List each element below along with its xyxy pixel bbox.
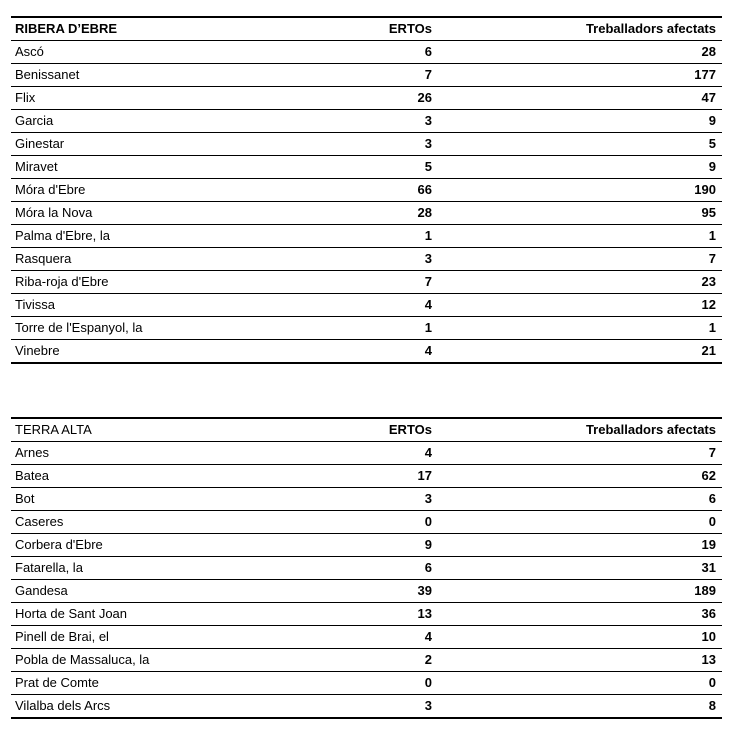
- municipality-name: Corbera d'Ebre: [15, 537, 103, 552]
- table-row: [11, 580, 722, 603]
- municipality-name: Benissanet: [15, 67, 80, 82]
- workers-affected-count: 19: [701, 537, 716, 552]
- municipality-name: Móra d'Ebre: [15, 182, 86, 197]
- workers-affected-count: 177: [694, 67, 716, 82]
- municipality-name: Flix: [15, 90, 36, 105]
- table-row: [11, 557, 722, 580]
- workers-affected-count: 190: [694, 182, 716, 197]
- municipality-name: Riba-roja d'Ebre: [15, 274, 109, 289]
- municipality-name: Tivissa: [15, 297, 55, 312]
- ertos-count: 0: [424, 675, 432, 690]
- table-row: [11, 271, 722, 294]
- ertos-count: 2: [424, 652, 432, 667]
- ertos-count: 0: [424, 514, 432, 529]
- ertos-count: 4: [424, 445, 432, 460]
- workers-affected-count: 7: [708, 251, 716, 266]
- ertos-count: 9: [424, 537, 432, 552]
- ertos-count: 3: [424, 113, 432, 128]
- workers-affected-count: 0: [708, 675, 716, 690]
- ertos-count: 4: [424, 297, 432, 312]
- municipality-name: Vinebre: [15, 343, 60, 358]
- table-row: [11, 340, 722, 364]
- municipality-name: Pinell de Brai, el: [15, 629, 109, 644]
- table-row: [11, 442, 722, 465]
- ertos-count: 3: [424, 251, 432, 266]
- workers-affected-count: 23: [701, 274, 716, 289]
- region-title: TERRA ALTA: [15, 422, 92, 437]
- municipality-name: Arnes: [15, 445, 49, 460]
- municipality-name: Móra la Nova: [15, 205, 93, 220]
- municipality-name: Rasquera: [15, 251, 72, 266]
- ertos-count: 3: [424, 136, 432, 151]
- ertos-count: 3: [424, 698, 432, 713]
- workers-affected-count: 95: [701, 205, 716, 220]
- municipality-name: Caseres: [15, 514, 64, 529]
- workers-affected-count: 5: [708, 136, 716, 151]
- workers-affected-count: 28: [701, 44, 716, 59]
- workers-affected-count: 8: [708, 698, 716, 713]
- region-title: RIBERA D’EBRE: [15, 21, 118, 36]
- workers-affected-count: 9: [708, 113, 716, 128]
- ertos-count: 5: [424, 159, 432, 174]
- table-row: [11, 534, 722, 557]
- table-row: [11, 488, 722, 511]
- table-row: [11, 511, 722, 534]
- municipality-name: Vilalba dels Arcs: [15, 698, 111, 713]
- table-row: [11, 465, 722, 488]
- workers-column-header: Treballadors afectats: [585, 422, 716, 437]
- ertos-count: 4: [424, 629, 432, 644]
- workers-affected-count: 13: [701, 652, 716, 667]
- table-row: [11, 649, 722, 672]
- workers-affected-count: 7: [708, 445, 716, 460]
- workers-affected-count: 62: [701, 468, 716, 483]
- workers-affected-count: 36: [701, 606, 716, 621]
- table-row: [11, 603, 722, 626]
- municipality-name: Torre de l'Espanyol, la: [15, 320, 143, 335]
- municipality-name: Ascó: [15, 44, 44, 59]
- table-row: [11, 202, 722, 225]
- ertos-count: 7: [424, 67, 432, 82]
- workers-affected-count: 1: [708, 228, 716, 243]
- ertos-count: 66: [417, 182, 432, 197]
- workers-affected-count: 9: [708, 159, 716, 174]
- ertos-count: 17: [417, 468, 432, 483]
- workers-affected-count: 12: [701, 297, 716, 312]
- workers-affected-count: 189: [694, 583, 716, 598]
- table-row: [11, 695, 722, 719]
- municipality-name: Pobla de Massaluca, la: [15, 652, 150, 667]
- ertos-column-header: ERTOs: [388, 21, 432, 36]
- table-row: [11, 225, 722, 248]
- table-row: [11, 110, 722, 133]
- ertos-column-header: ERTOs: [388, 422, 432, 437]
- municipality-name: Gandesa: [15, 583, 68, 598]
- table-row: [11, 64, 722, 87]
- ertos-count: 7: [424, 274, 432, 289]
- municipality-name: Ginestar: [15, 136, 65, 151]
- workers-affected-count: 0: [708, 514, 716, 529]
- table-row: [11, 672, 722, 695]
- municipality-name: Prat de Comte: [15, 675, 99, 690]
- workers-affected-count: 6: [708, 491, 716, 506]
- ertos-count: 6: [424, 44, 432, 59]
- workers-affected-count: 10: [701, 629, 716, 644]
- municipality-name: Horta de Sant Joan: [15, 606, 128, 621]
- table-row: [11, 248, 722, 271]
- municipality-name: Bot: [15, 491, 35, 506]
- municipality-name: Palma d'Ebre, la: [15, 228, 110, 243]
- table-row: [11, 41, 722, 64]
- ertos-count: 26: [417, 90, 432, 105]
- municipality-name: Miravet: [15, 159, 58, 174]
- ertos-count: 28: [417, 205, 432, 220]
- ertos-count: 6: [424, 560, 432, 575]
- municipality-name: Fatarella, la: [15, 560, 83, 575]
- ribera-ebre-table: [11, 16, 722, 364]
- table-row: [11, 133, 722, 156]
- table-row: [11, 87, 722, 110]
- municipality-name: Garcia: [15, 113, 54, 128]
- table-row: [11, 156, 722, 179]
- workers-affected-count: 1: [708, 320, 716, 335]
- ertos-count: 39: [417, 583, 432, 598]
- ertos-count: 3: [424, 491, 432, 506]
- ertos-count: 1: [424, 320, 432, 335]
- ertos-count: 1: [424, 228, 432, 243]
- table-header-row: [11, 17, 722, 41]
- workers-affected-count: 31: [701, 560, 716, 575]
- municipality-name: Batea: [15, 468, 49, 483]
- table-row: [11, 626, 722, 649]
- ertos-count: 4: [424, 343, 432, 358]
- terra-alta-table: [11, 417, 722, 719]
- workers-column-header: Treballadors afectats: [585, 21, 716, 36]
- workers-affected-count: 21: [701, 343, 716, 358]
- table-row: [11, 179, 722, 202]
- table-row: [11, 317, 722, 340]
- table-row: [11, 294, 722, 317]
- workers-affected-count: 47: [701, 90, 716, 105]
- table-header-row: [11, 418, 722, 442]
- ertos-count: 13: [417, 606, 432, 621]
